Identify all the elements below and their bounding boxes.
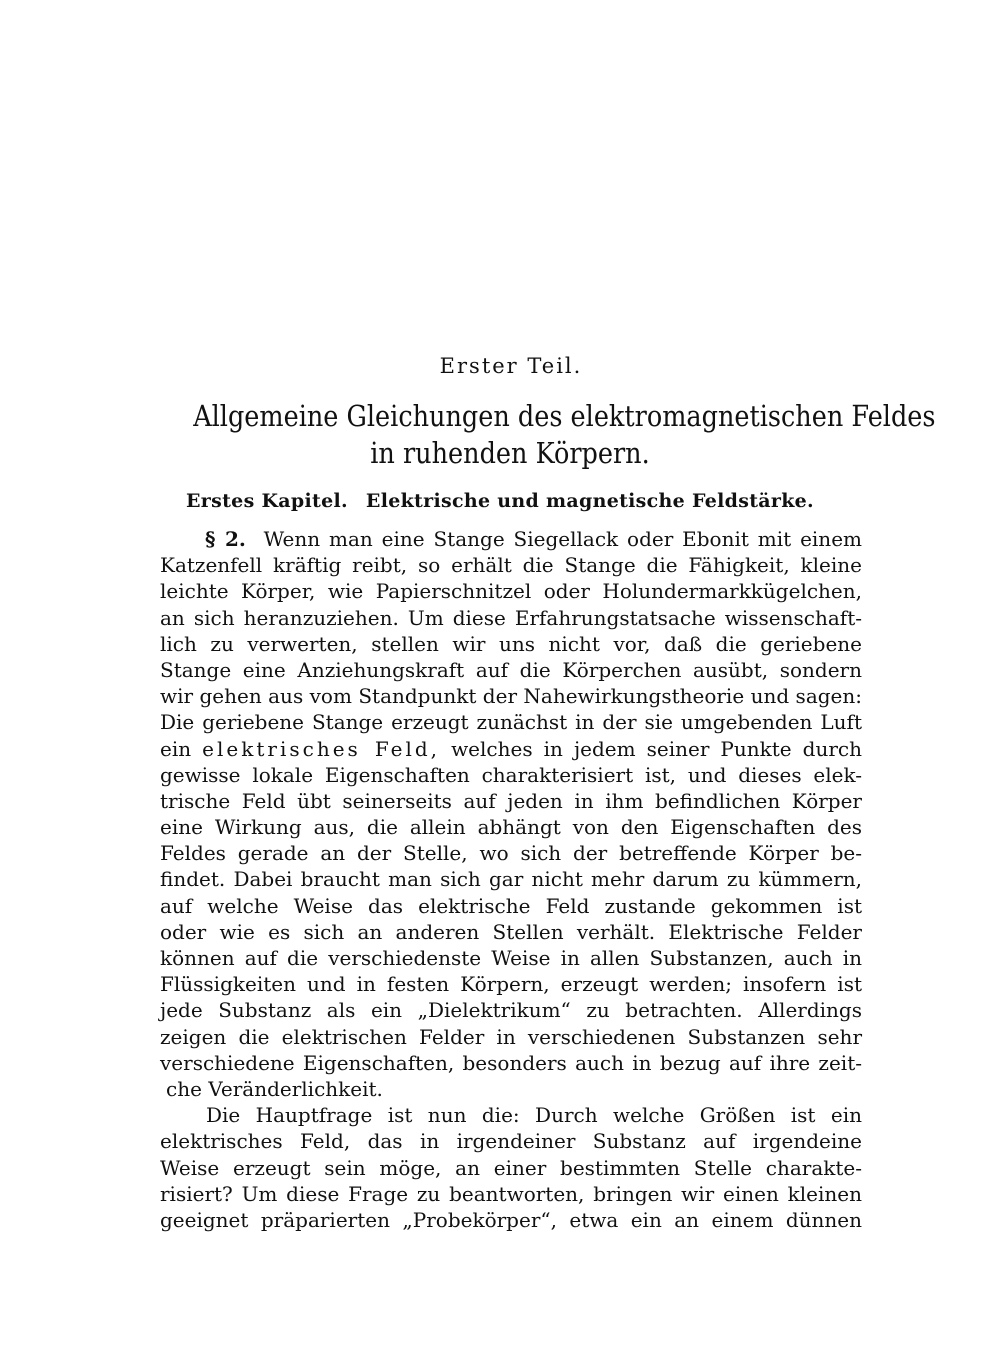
text-line: Stange eine Anziehungskraft auf die Körperchen ausübt, sondern (160, 657, 862, 682)
text-line: eine Wirkung aus, die allein abhängt von den Eigenschaften des (160, 815, 862, 840)
text-line: elektrisches Feld, das in irgendeiner Substanz auf irgendeine (160, 1129, 862, 1154)
text-line: lich zu verwerten, stellen wir uns nicht vor, daß die geriebene (160, 631, 862, 656)
chapter-heading (0, 490, 1000, 512)
text-line: oder wie es sich an anderen Stellen verhält. Elektrische Felder (160, 919, 862, 944)
text-line: § 2. Wenn man eine Stange Siegellack oder Ebonit mit einem (205, 527, 862, 551)
text-line: zeigen die elektrischen Felder in verschiedenen Substanzen sehr (160, 1024, 862, 1049)
main-title-line-1: Allgemeine Gleichungen des elektromagnetischen Feldes (193, 399, 936, 433)
text-line: jede Substanz als ein „Dielektrikum“ zu betrachten. Allerdings (160, 998, 862, 1023)
text-line: che Veränderlichkeit. (166, 1076, 383, 1101)
main-title (193, 398, 936, 472)
text-line: verschiedene Eigenschaften, besonders auch in bezug auf ihre zeit- (160, 1050, 862, 1075)
section-mark: § 2. (205, 527, 246, 551)
text-line: Flüssigkeiten und in festen Körpern, erzeugt werden; insofern ist (160, 972, 862, 997)
chapter-label: Erstes Kapitel. (186, 490, 348, 512)
body-text (160, 526, 862, 1233)
text-line: ein elektrisches Feld, welches in jedem seiner Punkte durch (160, 736, 862, 761)
text-line: auf welche Weise das elektrische Feld zustande gekommen ist (160, 893, 862, 918)
text-line: Feldes gerade an der Stelle, wo sich der betreffende Körper be- (160, 841, 862, 866)
text-line: Die geriebene Stange erzeugt zunächst in der sie umgebenden Luft (160, 710, 862, 735)
text-line: geeignet präparierten „Probekörper“, etwa ein an einem dünnen (160, 1207, 862, 1232)
text-line: Weise erzeugt sein möge, an einer bestimmten Stelle charakte- (160, 1155, 862, 1180)
main-title-line-2: in ruhenden Körpern. (370, 436, 650, 470)
part-title: Erster Teil. (439, 354, 583, 378)
text-line: findet. Dabei braucht man sich gar nicht mehr darum zu kümmern, (160, 867, 862, 892)
text-line: gewisse lokale Eigenschaften charakterisiert ist, und dieses elek- (160, 762, 862, 787)
text-line: an sich heranzuziehen. Um diese Erfahrungstatsache wissenschaft- (160, 605, 862, 630)
text-line: Katzenfell kräftig reibt, so erhält die Stange die Fähigkeit, kleine (160, 553, 862, 578)
text-line: leichte Körper, wie Papierschnitzel oder Holundermarkkügelchen, (160, 579, 862, 604)
text-line: trische Feld übt seinerseits auf jeden in ihm befindlichen Körper (160, 788, 862, 813)
text-line: können auf die verschiedenste Weise in allen Substanzen, auch in (160, 946, 862, 970)
text-line: Die Hauptfrage ist nun die: Durch welche Größen ist ein (206, 1103, 862, 1128)
text-line: wir gehen aus vom Standpunkt der Nahewirkungstheorie und sagen: (160, 684, 862, 709)
emphasized-term: elektrisches Feld, (202, 736, 441, 761)
text-line: risiert? Um diese Frage zu beantworten, bringen wir einen kleinen (160, 1181, 862, 1206)
chapter-title: Elektrische und magnetische Feldstärke. (365, 490, 814, 512)
